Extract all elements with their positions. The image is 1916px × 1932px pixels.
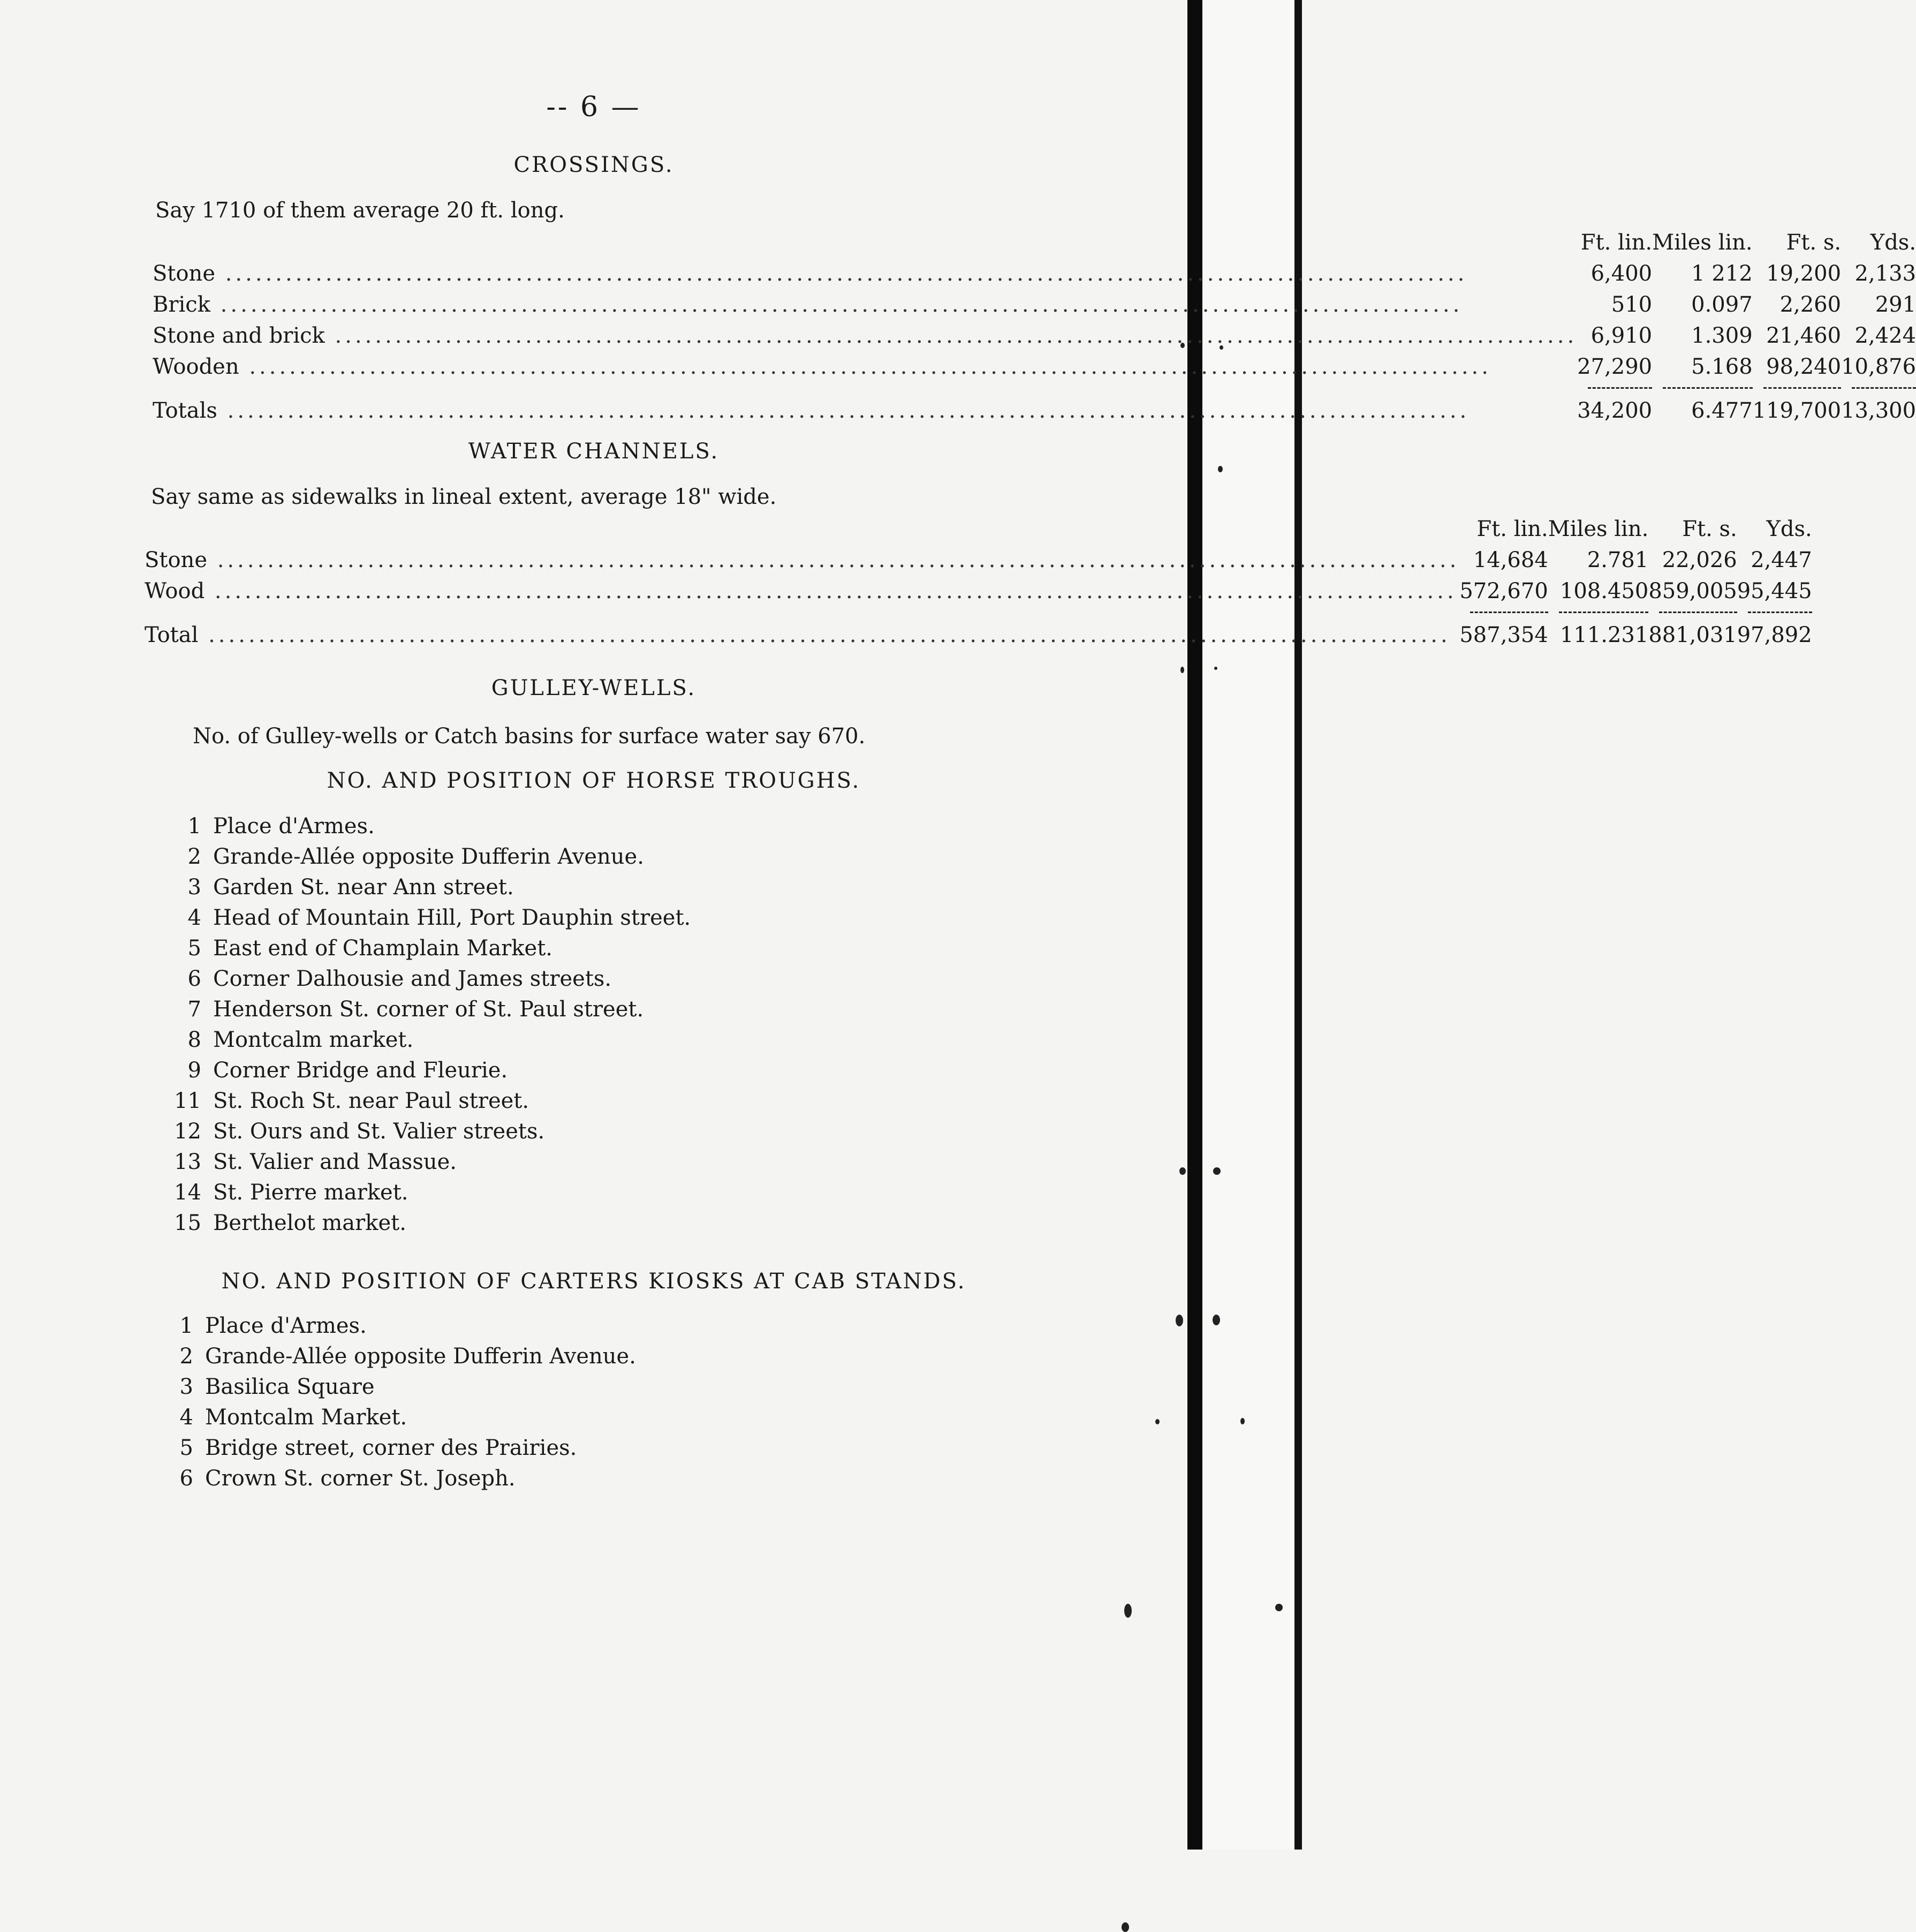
margin-speck <box>1122 1922 1129 1932</box>
list-item <box>163 1402 636 1433</box>
total-ft-s: 119,700 <box>1752 398 1842 423</box>
cell-ft-s: 98,240 <box>1766 354 1842 379</box>
section-title-gulley-wells: GULLEY-WELLS. <box>491 676 696 700</box>
margin-speck <box>1124 1604 1132 1618</box>
cell-yds: 2,424 <box>1854 323 1916 348</box>
cell-miles-lin: 1 212 <box>1691 261 1753 286</box>
list-item <box>171 994 691 1025</box>
item-text: St. Ours and St. Valier streets. <box>213 1119 545 1144</box>
list-item <box>171 1086 691 1116</box>
item-text: Henderson St. corner of St. Paul street. <box>213 997 644 1022</box>
item-text: St. Pierre market. <box>213 1180 408 1205</box>
table-row <box>145 541 1812 572</box>
item-number: 8 <box>187 1028 201 1052</box>
item-number: 1 <box>179 1314 193 1338</box>
total-label: Total ..... <box>145 623 1451 647</box>
list-item <box>171 872 691 903</box>
item-number: 15 <box>174 1211 201 1235</box>
item-text: Garden St. near Ann street. <box>213 875 514 900</box>
row-label: Brick ..... <box>153 292 1463 317</box>
item-number: 6 <box>187 967 201 991</box>
row-label: Stone ..... <box>145 548 1459 572</box>
horse-troughs-list <box>171 811 691 1239</box>
table-row <box>153 286 1916 317</box>
total-ft-lin: 587,354 <box>1459 623 1548 647</box>
item-text: Montcalm Market. <box>205 1405 407 1430</box>
total-label: Totals ..... <box>153 398 1470 423</box>
page-number: -- 6 — <box>546 91 641 123</box>
table-total-row <box>153 389 1916 423</box>
gulley-wells-note: No. of Gulley-wells or Catch basins for surface water say 670. <box>193 724 866 749</box>
list-item <box>171 1147 691 1178</box>
table-row <box>153 255 1916 286</box>
item-number: 11 <box>174 1089 201 1113</box>
column-header: Ft. s. <box>1682 517 1737 541</box>
list-item <box>171 842 691 872</box>
sum-rule <box>153 379 1916 389</box>
column-header: Yds. <box>1870 230 1916 255</box>
cell-ft-lin: 572,670 <box>1459 579 1548 603</box>
margin-speck <box>1213 1315 1220 1325</box>
cell-ft-lin: 6,400 <box>1591 261 1653 286</box>
table-row <box>153 348 1916 379</box>
section-title-carters-kiosks: NO. AND POSITION OF CARTERS KIOSKS AT CAB STANDS. <box>221 1269 966 1294</box>
item-text: Grande-Allée opposite Dufferin Avenue. <box>205 1344 636 1369</box>
section-title-water-channels: WATER CHANNELS. <box>468 439 720 464</box>
item-text: Place d'Armes. <box>213 814 375 839</box>
cell-ft-lin: 6,910 <box>1591 323 1653 348</box>
list-item <box>171 964 691 994</box>
list-item <box>163 1311 636 1341</box>
list-item <box>163 1341 636 1372</box>
total-miles-lin: 111.231 <box>1559 623 1649 647</box>
list-item <box>163 1433 636 1463</box>
item-text: Basilica Square <box>205 1375 375 1399</box>
list-item <box>171 903 691 933</box>
total-yds: 97,892 <box>1737 623 1812 647</box>
cell-ft-s: 22,026 <box>1662 548 1737 572</box>
cell-ft-s: 859,005 <box>1648 579 1737 603</box>
list-item <box>171 811 691 842</box>
item-number: 14 <box>174 1180 201 1205</box>
margin-speck <box>1213 1167 1221 1175</box>
cell-miles-lin: 1.309 <box>1691 323 1753 348</box>
column-header: Ft. s. <box>1786 230 1842 255</box>
item-number: 9 <box>187 1058 201 1083</box>
list-item <box>171 1178 691 1208</box>
crossings-table <box>153 225 1916 423</box>
section-title-crossings: CROSSINGS. <box>513 153 674 177</box>
item-number: 5 <box>187 936 201 961</box>
item-text: St. Valier and Massue. <box>213 1150 457 1174</box>
item-number: 1 <box>187 814 201 839</box>
row-label: Stone and brick ..... <box>153 323 1577 348</box>
column-header: Miles lin. <box>1548 517 1649 541</box>
item-number: 6 <box>179 1466 193 1491</box>
margin-speck <box>1218 466 1223 472</box>
cell-ft-lin: 27,290 <box>1577 354 1653 379</box>
item-text: Place d'Armes. <box>205 1314 367 1338</box>
item-number: 4 <box>179 1405 193 1430</box>
cell-ft-s: 2,260 <box>1779 292 1842 317</box>
total-ft-s: 881,031 <box>1648 623 1737 647</box>
crossings-note: Say 1710 of them average 20 ft. long. <box>155 198 565 223</box>
cell-yds: 10,876 <box>1841 354 1916 379</box>
item-number: 3 <box>179 1375 193 1399</box>
item-text: Corner Bridge and Fleurie. <box>213 1058 508 1083</box>
list-item <box>171 933 691 964</box>
item-text: St. Roch St. near Paul street. <box>213 1089 529 1113</box>
cell-miles-lin: 108.450 <box>1559 579 1649 603</box>
table-row <box>153 317 1916 348</box>
cell-miles-lin: 2.781 <box>1587 548 1649 572</box>
margin-speck <box>1179 1167 1186 1175</box>
item-number: 5 <box>179 1436 193 1460</box>
total-ft-lin: 34,200 <box>1577 398 1653 423</box>
item-text: Berthelot market. <box>213 1211 406 1235</box>
table-total-row <box>145 613 1812 647</box>
list-item <box>171 1208 691 1239</box>
item-number: 13 <box>174 1150 201 1174</box>
item-number: 4 <box>187 905 201 930</box>
total-miles-lin: 6.477 <box>1691 398 1753 423</box>
list-item <box>171 1116 691 1147</box>
list-item <box>171 1055 691 1086</box>
list-item <box>163 1463 636 1494</box>
cell-ft-s: 19,200 <box>1766 261 1842 286</box>
row-label: Wooden ..... <box>153 354 1491 379</box>
item-number: 3 <box>187 875 201 900</box>
item-number: 12 <box>174 1119 201 1144</box>
cell-yds: 291 <box>1875 292 1916 317</box>
carters-kiosks-list <box>163 1311 636 1494</box>
item-text: Bridge street, corner des Prairies. <box>205 1436 577 1460</box>
table-header-row <box>153 225 1916 255</box>
table-row <box>145 572 1812 603</box>
item-text: East end of Champlain Market. <box>213 936 553 961</box>
cell-yds: 2,447 <box>1751 548 1812 572</box>
item-text: Corner Dalhousie and James streets. <box>213 967 612 991</box>
water-channels-note: Say same as sidewalks in lineal extent, average 18" wide. <box>151 485 777 509</box>
column-header: Yds. <box>1766 517 1812 541</box>
cell-ft-lin: 510 <box>1611 292 1653 317</box>
item-text: Head of Mountain Hill, Port Dauphin street. <box>213 905 691 930</box>
margin-speck <box>1214 667 1217 670</box>
list-item <box>163 1372 636 1402</box>
margin-speck <box>1176 1315 1183 1326</box>
item-text: Crown St. corner St. Joseph. <box>205 1466 516 1491</box>
cell-miles-lin: 0.097 <box>1691 292 1753 317</box>
margin-speck <box>1155 1419 1160 1424</box>
item-text: Montcalm market. <box>213 1028 414 1052</box>
sum-rule <box>145 603 1812 613</box>
column-header: Ft. lin. <box>1476 517 1548 541</box>
cell-miles-lin: 5.168 <box>1691 354 1753 379</box>
total-yds: 13,300 <box>1841 398 1916 423</box>
item-text: Grande-Allée opposite Dufferin Avenue. <box>213 844 644 869</box>
water-channels-table <box>145 511 1812 647</box>
margin-speck <box>1275 1604 1283 1611</box>
item-number: 2 <box>179 1344 193 1369</box>
item-number: 2 <box>187 844 201 869</box>
item-number: 7 <box>187 997 201 1022</box>
cell-ft-lin: 14,684 <box>1473 548 1548 572</box>
margin-speck <box>1180 667 1184 673</box>
margin-speck <box>1240 1418 1245 1424</box>
list-item <box>171 1025 691 1055</box>
row-label: Wood ..... <box>145 579 1457 603</box>
section-title-horse-troughs: NO. AND POSITION OF HORSE TROUGHS. <box>327 768 861 793</box>
row-label: Stone ..... <box>153 261 1467 286</box>
column-header: Ft. lin. <box>1580 230 1653 255</box>
column-header: Miles lin. <box>1652 230 1753 255</box>
table-header-row <box>145 511 1812 541</box>
cell-yds: 95,445 <box>1737 579 1812 603</box>
cell-yds: 2,133 <box>1854 261 1916 286</box>
cell-ft-s: 21,460 <box>1766 323 1842 348</box>
